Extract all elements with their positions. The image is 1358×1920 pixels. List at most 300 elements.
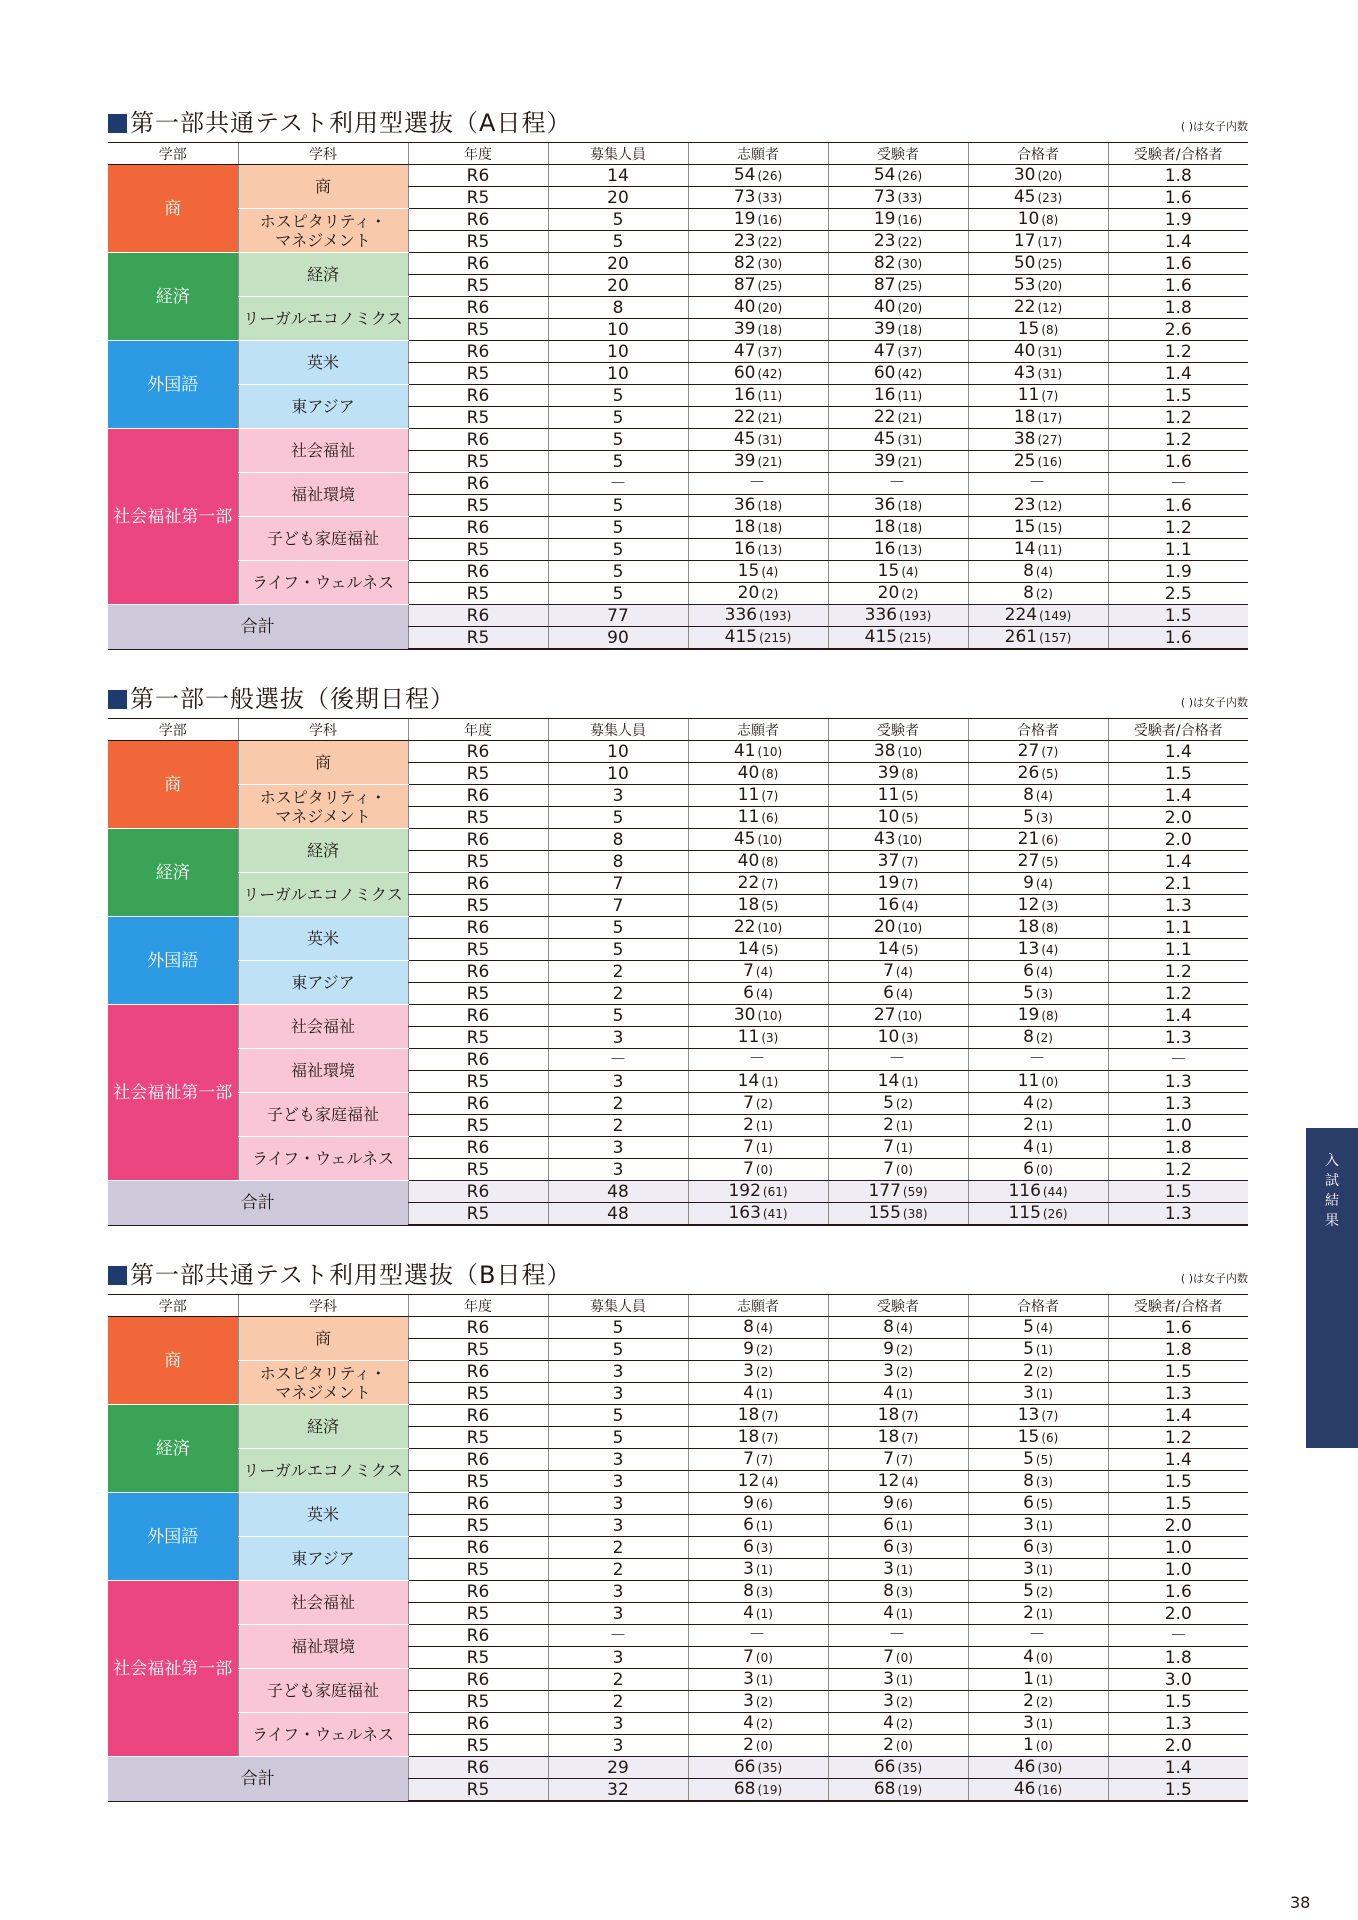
- female-count: (6): [761, 811, 779, 825]
- faculty-cell: 経済: [108, 829, 238, 917]
- year-value: R6: [466, 429, 490, 450]
- female-count: (1): [901, 1075, 919, 1089]
- examinees-value: 336: [864, 605, 898, 625]
- admission-results-table: [108, 1294, 1248, 1802]
- applicants-value: 66: [733, 1757, 756, 1777]
- female-count: (2): [1035, 587, 1053, 601]
- quota-cell: [548, 1093, 688, 1115]
- quota-value: 5: [612, 1427, 624, 1448]
- applicants-cell: [688, 829, 828, 851]
- passers-value: 6: [1023, 1493, 1034, 1513]
- examinees-cell: [828, 165, 968, 187]
- ratio-value: 1.5: [1164, 763, 1192, 784]
- year-cell: [408, 165, 548, 187]
- female-count: (4): [901, 1475, 919, 1489]
- examinees-value: 177: [868, 1181, 901, 1201]
- section-title-text: 第一部共通テスト利用型選抜（B日程）: [130, 1261, 572, 1289]
- applicants-value: 2: [743, 1735, 754, 1755]
- examinees-value: 37: [877, 851, 900, 871]
- table-row: [108, 1625, 1248, 1647]
- year-cell: [408, 763, 548, 785]
- quota-cell: [548, 1581, 688, 1603]
- ratio-cell: [1108, 1339, 1248, 1361]
- year-cell: [408, 983, 548, 1005]
- applicants-value: 8: [743, 1317, 754, 1337]
- passers-cell: [968, 741, 1108, 763]
- ratio-cell: [1108, 1427, 1248, 1449]
- quota-value: 5: [612, 1339, 624, 1360]
- faculty-cell: 商: [108, 1317, 238, 1405]
- applicants-cell: [688, 473, 828, 495]
- year-cell: [408, 1779, 548, 1802]
- department-cell: [238, 1093, 408, 1137]
- department-name-line: 経済: [306, 1417, 339, 1436]
- applicants-value: 4: [743, 1383, 754, 1403]
- year-cell: [408, 187, 548, 209]
- year-value: R5: [466, 1471, 490, 1492]
- applicants-value: 9: [743, 1339, 754, 1359]
- female-count-note: ( )は女子内数: [1180, 696, 1248, 709]
- examinees-value: 2: [883, 1115, 894, 1135]
- passers-cell: [968, 473, 1108, 495]
- ratio-value: 3.0: [1164, 1669, 1192, 1690]
- quota-value: 5: [612, 429, 624, 450]
- female-count: (4): [761, 1475, 779, 1489]
- quota-cell: [548, 1735, 688, 1757]
- quota-cell: [548, 473, 688, 495]
- applicants-value: 9: [743, 1493, 754, 1513]
- department-name-line: 商: [314, 753, 331, 772]
- female-count: (17): [1037, 411, 1063, 425]
- examinees-cell: [828, 763, 968, 785]
- passers-value: 11: [1017, 385, 1040, 405]
- header-year: 年度: [408, 143, 548, 165]
- female-count: (10): [897, 1009, 923, 1023]
- examinees-cell: [828, 1203, 968, 1226]
- year-cell: [408, 297, 548, 319]
- passers-value: －: [1028, 1049, 1046, 1069]
- year-value: R5: [466, 1559, 490, 1580]
- ratio-value: 1.3: [1164, 1713, 1192, 1734]
- applicants-value: 3: [743, 1669, 754, 1689]
- female-count: (8): [761, 855, 779, 869]
- examinees-value: 415: [864, 627, 898, 647]
- applicants-cell: [688, 1559, 828, 1581]
- passers-value: 3: [1023, 1713, 1034, 1733]
- applicants-cell: [688, 583, 828, 605]
- examinees-value: 82: [873, 253, 896, 273]
- year-cell: [408, 1383, 548, 1405]
- applicants-cell: [688, 539, 828, 561]
- female-count: (1): [755, 1673, 773, 1687]
- applicants-value: －: [748, 1625, 766, 1645]
- ratio-cell: [1108, 187, 1248, 209]
- applicants-value: 415: [724, 627, 758, 647]
- passers-value: 15: [1013, 517, 1036, 537]
- examinees-cell: [828, 1515, 968, 1537]
- female-count: (7): [895, 1453, 913, 1467]
- year-value: R6: [466, 1317, 490, 1338]
- quota-cell: [548, 785, 688, 807]
- ratio-value: 2.5: [1164, 583, 1192, 604]
- passers-value: 5: [1023, 1581, 1034, 1601]
- applicants-cell: [688, 231, 828, 253]
- year-value: R5: [466, 407, 490, 428]
- header-examinees: 受験者: [828, 143, 968, 165]
- female-count: (4): [1035, 789, 1053, 803]
- ratio-cell: [1108, 1159, 1248, 1181]
- examinees-value: 73: [873, 187, 896, 207]
- table-row: [108, 961, 1248, 983]
- section-marker-square: [108, 1266, 127, 1285]
- side-tab-char: 果: [1325, 1213, 1339, 1229]
- ratio-cell: [1108, 627, 1248, 650]
- quota-value: 7: [612, 873, 624, 894]
- quota-cell: [548, 517, 688, 539]
- passers-cell: [968, 363, 1108, 385]
- female-count: (4): [1035, 565, 1053, 579]
- female-count: (10): [757, 1009, 783, 1023]
- female-count: (26): [757, 169, 783, 183]
- examinees-cell: [828, 319, 968, 341]
- year-cell: [408, 917, 548, 939]
- table-row: [108, 917, 1248, 939]
- passers-value: 6: [1023, 961, 1034, 981]
- examinees-cell: [828, 1339, 968, 1361]
- passers-cell: [968, 1669, 1108, 1691]
- year-value: R6: [466, 829, 490, 850]
- department-name-line: 商: [314, 177, 331, 196]
- table-row: [108, 1317, 1248, 1339]
- passers-cell: [968, 517, 1108, 539]
- table-row: [108, 1093, 1248, 1115]
- applicants-value: 22: [737, 873, 760, 893]
- ratio-cell: [1108, 895, 1248, 917]
- examinees-value: 14: [877, 1071, 900, 1091]
- quota-value: 5: [612, 539, 624, 560]
- applicants-value: 6: [743, 983, 754, 1003]
- examinees-cell: [828, 407, 968, 429]
- ratio-value: 1.6: [1164, 1581, 1192, 1602]
- applicants-cell: [688, 1427, 828, 1449]
- ratio-value: 2.0: [1164, 829, 1192, 850]
- passers-cell: [968, 1735, 1108, 1757]
- female-count: (10): [757, 921, 783, 935]
- quota-value: 2: [612, 1115, 624, 1136]
- female-count: (149): [1039, 609, 1072, 623]
- table-row: [108, 829, 1248, 851]
- female-count: (7): [761, 789, 779, 803]
- ratio-value: 1.5: [1164, 1361, 1192, 1382]
- department-name-line: ホスピタリティ・: [259, 1363, 387, 1383]
- applicants-cell: [688, 917, 828, 939]
- applicants-value: 7: [743, 1647, 754, 1667]
- ratio-value: 1.6: [1164, 627, 1192, 648]
- applicants-cell: [688, 429, 828, 451]
- female-count: (1): [895, 1119, 913, 1133]
- examinees-value: 39: [873, 319, 896, 339]
- ratio-cell: [1108, 495, 1248, 517]
- passers-cell: [968, 1779, 1108, 1802]
- female-count: (31): [897, 433, 923, 447]
- female-count: (7): [1041, 745, 1059, 759]
- year-value: R5: [466, 1027, 490, 1048]
- female-count: (1): [755, 1519, 773, 1533]
- passers-cell: [968, 829, 1108, 851]
- female-count: (1): [755, 1563, 773, 1577]
- department-name-line: 東アジア: [291, 973, 355, 992]
- passers-cell: [968, 165, 1108, 187]
- ratio-value: 1.0: [1164, 1537, 1192, 1558]
- female-count: (12): [1037, 301, 1063, 315]
- female-count: (44): [1042, 1185, 1068, 1199]
- examinees-cell: [828, 1449, 968, 1471]
- examinees-cell: [828, 785, 968, 807]
- ratio-cell: [1108, 1449, 1248, 1471]
- quota-value: 3: [612, 1383, 624, 1404]
- female-count: (4): [901, 565, 919, 579]
- female-count: (2): [895, 1343, 913, 1357]
- examinees-cell: [828, 1115, 968, 1137]
- header-department: 学科: [238, 719, 408, 741]
- applicants-cell: [688, 983, 828, 1005]
- examinees-value: 4: [883, 1383, 894, 1403]
- quota-value: 3: [612, 1137, 624, 1158]
- female-count: (7): [1041, 389, 1059, 403]
- year-cell: [408, 1049, 548, 1071]
- ratio-value: 1.6: [1164, 1317, 1192, 1338]
- passers-cell: [968, 1493, 1108, 1515]
- quota-value: 3: [612, 1159, 624, 1180]
- examinees-cell: [828, 1093, 968, 1115]
- year-cell: [408, 627, 548, 650]
- ratio-cell: [1108, 1027, 1248, 1049]
- applicants-value: 192: [728, 1181, 761, 1201]
- passers-value: 261: [1004, 627, 1038, 647]
- female-count: (3): [761, 1031, 779, 1045]
- examinees-value: 47: [873, 341, 896, 361]
- quota-cell: [548, 1427, 688, 1449]
- header-applicants: 志願者: [688, 1295, 828, 1317]
- examinees-value: 7: [883, 1647, 894, 1667]
- passers-value: 1: [1023, 1735, 1034, 1755]
- ratio-cell: [1108, 1203, 1248, 1226]
- quota-value: －: [609, 473, 627, 494]
- female-count: (3): [1035, 987, 1053, 1001]
- female-count: (2): [761, 587, 779, 601]
- examinees-value: 15: [877, 561, 900, 581]
- year-cell: [408, 1625, 548, 1647]
- quota-cell: [548, 231, 688, 253]
- passers-cell: [968, 451, 1108, 473]
- ratio-cell: [1108, 1691, 1248, 1713]
- header-year: 年度: [408, 719, 548, 741]
- year-value: R5: [466, 1515, 490, 1536]
- female-count: (7): [761, 1431, 779, 1445]
- passers-value: 23: [1013, 495, 1036, 515]
- quota-cell: [548, 1515, 688, 1537]
- passers-value: 8: [1023, 561, 1034, 581]
- ratio-value: 1.0: [1164, 1115, 1192, 1136]
- department-cell: [238, 561, 408, 605]
- examinees-value: 9: [883, 1339, 894, 1359]
- quota-cell: [548, 561, 688, 583]
- female-count: (26): [897, 169, 923, 183]
- examinees-value: 39: [873, 451, 896, 471]
- ratio-value: 1.5: [1164, 385, 1192, 406]
- department-cell: [238, 1137, 408, 1181]
- passers-cell: [968, 407, 1108, 429]
- quota-cell: [548, 627, 688, 650]
- quota-cell: [548, 1317, 688, 1339]
- applicants-cell: [688, 451, 828, 473]
- ratio-value: 1.0: [1164, 1559, 1192, 1580]
- year-value: R6: [466, 253, 490, 274]
- header-department: 学科: [238, 1295, 408, 1317]
- ratio-value: 1.2: [1164, 1159, 1192, 1180]
- quota-cell: [548, 253, 688, 275]
- quota-cell: [548, 1647, 688, 1669]
- section-marker-square: [108, 690, 127, 709]
- year-value: R6: [466, 1093, 490, 1114]
- examinees-cell: [828, 495, 968, 517]
- header-row: [108, 143, 1248, 165]
- female-count: (1): [1035, 1717, 1053, 1731]
- header-row: [108, 1295, 1248, 1317]
- applicants-cell: [688, 363, 828, 385]
- female-count: (18): [897, 521, 923, 535]
- passers-value: 3: [1023, 1559, 1034, 1579]
- examinees-value: 155: [868, 1203, 901, 1223]
- female-count: (33): [897, 191, 923, 205]
- section-title-text: 第一部共通テスト利用型選抜（A日程）: [130, 109, 572, 137]
- ratio-cell: [1108, 741, 1248, 763]
- female-count: (2): [1035, 1031, 1053, 1045]
- total-label-cell: 合計: [108, 1757, 408, 1802]
- applicants-cell: [688, 319, 828, 341]
- female-count: (1): [895, 1519, 913, 1533]
- department-name-line: 経済: [306, 265, 339, 284]
- quota-cell: [548, 1071, 688, 1093]
- year-value: R6: [466, 1449, 490, 1470]
- year-cell: [408, 231, 548, 253]
- ratio-value: 1.5: [1164, 1493, 1192, 1514]
- examinees-value: 16: [873, 385, 896, 405]
- female-count: (3): [1035, 1475, 1053, 1489]
- passers-cell: [968, 1203, 1108, 1226]
- quota-value: 5: [612, 917, 624, 938]
- female-count: (0): [755, 1651, 773, 1665]
- passers-cell: [968, 1559, 1108, 1581]
- applicants-cell: [688, 1471, 828, 1493]
- quota-cell: [548, 961, 688, 983]
- examinees-cell: [828, 1625, 968, 1647]
- applicants-cell: [688, 165, 828, 187]
- table-row: [108, 873, 1248, 895]
- female-count: (1): [1035, 1563, 1053, 1577]
- passers-cell: [968, 429, 1108, 451]
- year-cell: [408, 1405, 548, 1427]
- passers-value: 53: [1013, 275, 1036, 295]
- quota-value: 3: [612, 1471, 624, 1492]
- female-count: (0): [755, 1739, 773, 1753]
- passers-value: 1: [1023, 1669, 1034, 1689]
- quota-cell: [548, 1203, 688, 1226]
- applicants-value: 6: [743, 1537, 754, 1557]
- side-tab-exam-results: [1306, 1128, 1358, 1448]
- female-count: (10): [897, 833, 923, 847]
- passers-cell: [968, 961, 1108, 983]
- ratio-value: 1.2: [1164, 341, 1192, 362]
- year-cell: [408, 429, 548, 451]
- female-count: (23): [1037, 191, 1063, 205]
- examinees-value: 8: [883, 1581, 894, 1601]
- passers-cell: [968, 495, 1108, 517]
- applicants-cell: [688, 1115, 828, 1137]
- ratio-value: 1.1: [1164, 939, 1192, 960]
- ratio-cell: [1108, 473, 1248, 495]
- quota-cell: [548, 763, 688, 785]
- ratio-cell: [1108, 209, 1248, 231]
- ratio-cell: [1108, 1537, 1248, 1559]
- female-count: (18): [757, 521, 783, 535]
- examinees-value: 8: [883, 1317, 894, 1337]
- quota-cell: [548, 209, 688, 231]
- quota-value: 5: [612, 231, 624, 252]
- applicants-value: 11: [737, 1027, 760, 1047]
- header-quota: 募集人員: [548, 143, 688, 165]
- ratio-value: 2.0: [1164, 1515, 1192, 1536]
- examinees-value: 6: [883, 1537, 894, 1557]
- female-count: (3): [755, 1541, 773, 1555]
- quota-value: 5: [612, 451, 624, 472]
- department-cell: [238, 961, 408, 1005]
- quota-cell: [548, 1691, 688, 1713]
- passers-value: 14: [1013, 539, 1036, 559]
- quota-cell: [548, 1669, 688, 1691]
- applicants-cell: [688, 1203, 828, 1226]
- female-count: (4): [1035, 965, 1053, 979]
- applicants-value: 20: [737, 583, 760, 603]
- ratio-value: 1.5: [1164, 1779, 1192, 1800]
- applicants-value: 11: [737, 807, 760, 827]
- examinees-value: 16: [873, 539, 896, 559]
- ratio-value: 1.9: [1164, 561, 1192, 582]
- applicants-value: 39: [733, 451, 756, 471]
- female-count: (0): [755, 1163, 773, 1177]
- ratio-cell: [1108, 1757, 1248, 1779]
- quota-value: 3: [612, 1735, 624, 1756]
- applicants-cell: [688, 517, 828, 539]
- year-cell: [408, 341, 548, 363]
- quota-value: 3: [612, 1027, 624, 1048]
- examinees-value: 11: [877, 785, 900, 805]
- ratio-cell: [1108, 1383, 1248, 1405]
- ratio-value: 1.4: [1164, 741, 1192, 762]
- ratio-value: 1.1: [1164, 539, 1192, 560]
- department-name-line: 子ども家庭福祉: [266, 1681, 379, 1700]
- female-count: (2): [895, 1695, 913, 1709]
- year-cell: [408, 939, 548, 961]
- table-row: [108, 1049, 1248, 1071]
- female-count: (2): [755, 1365, 773, 1379]
- year-cell: [408, 495, 548, 517]
- applicants-value: 4: [743, 1713, 754, 1733]
- female-count: (37): [757, 345, 783, 359]
- examinees-cell: [828, 1005, 968, 1027]
- department-cell: [238, 1405, 408, 1449]
- ratio-cell: [1108, 1625, 1248, 1647]
